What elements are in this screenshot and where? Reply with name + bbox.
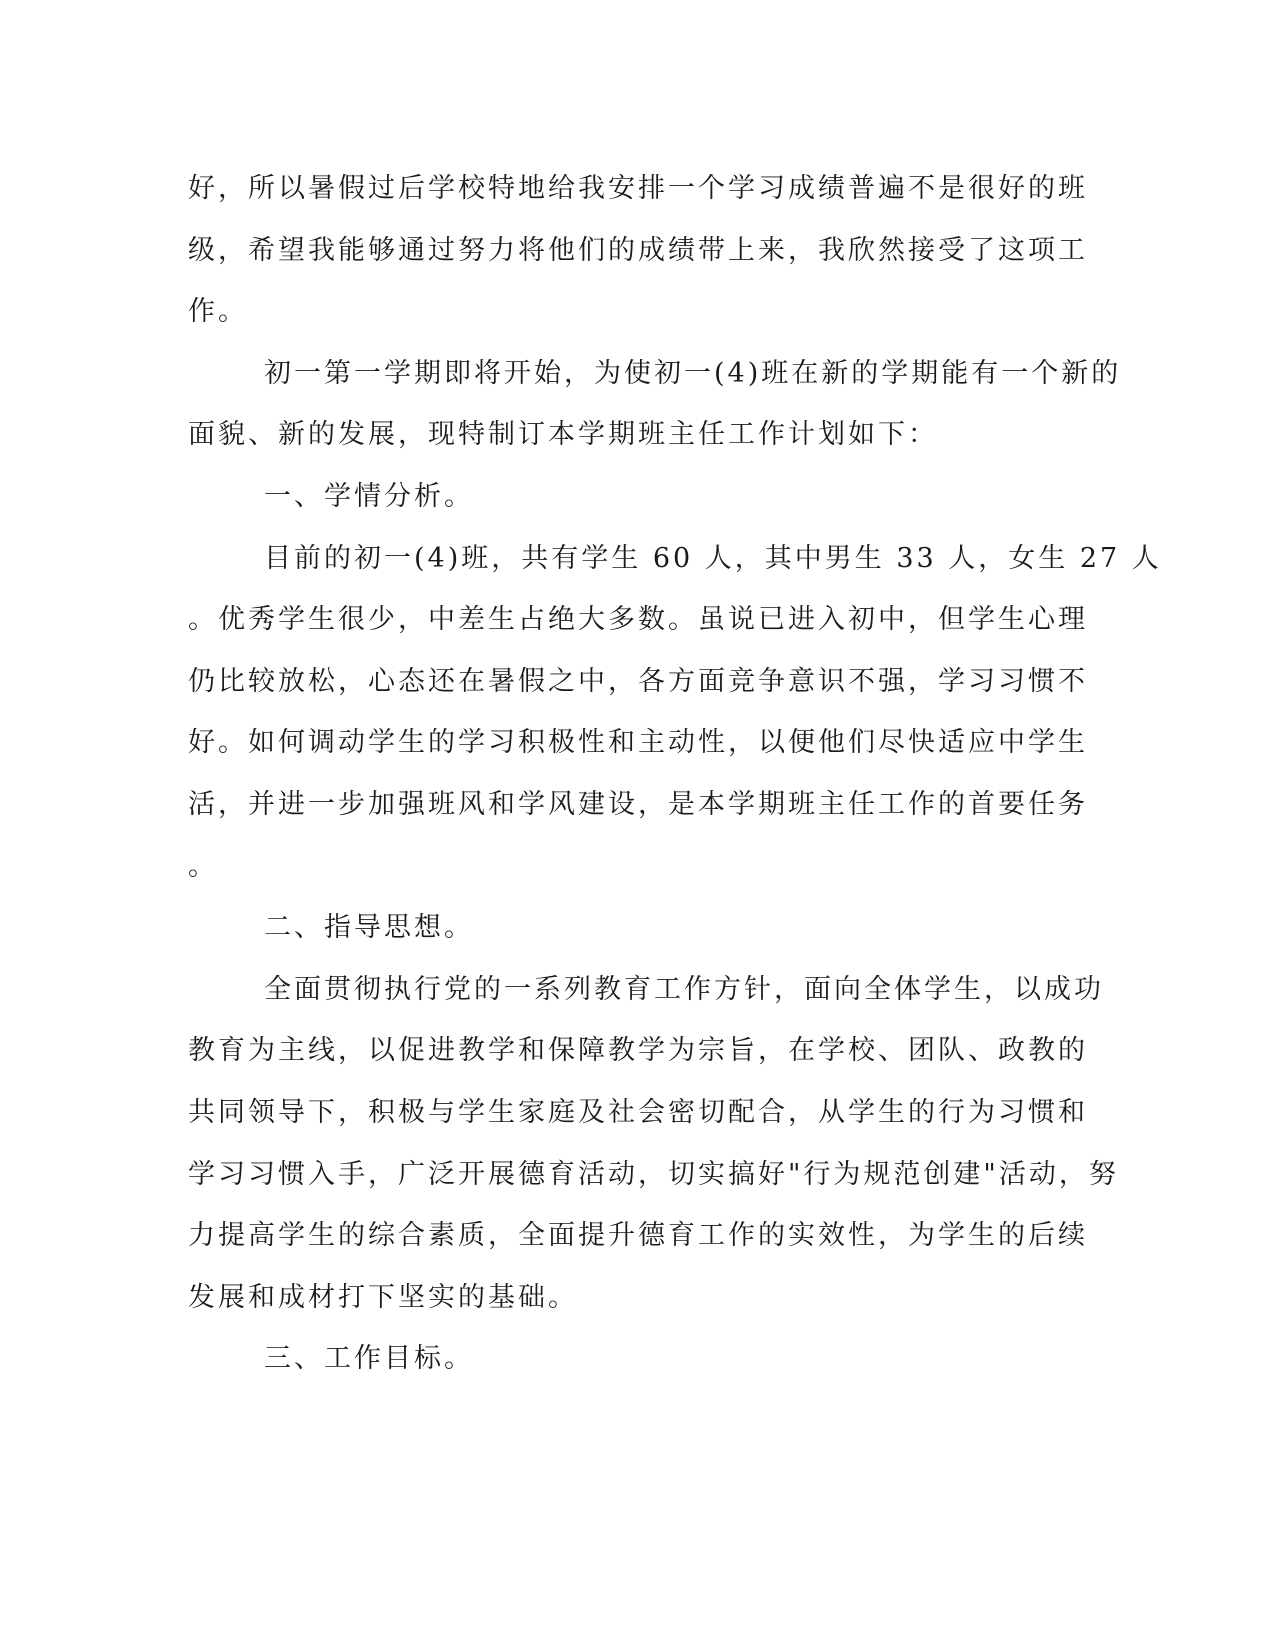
text-line-5: 面貌、新的发展，现特制订本学期班主任工作计划如下： <box>188 419 938 451</box>
text-line-14: 全面贯彻执行党的一系列教育工作方针，面向全体学生，以成功 <box>264 973 1104 1005</box>
document-body <box>188 158 1162 1390</box>
text-line-10: 好。如何调动学生的学习积极性和主动性，以便他们尽快适应中学生 <box>188 727 1088 759</box>
text-line-11: 活，并进一步加强班风和学风建设，是本学期班主任工作的首要任务 <box>188 788 1088 820</box>
text-line-8: 。优秀学生很少，中差生占绝大多数。虽说已进入初中，但学生心理 <box>188 604 1088 636</box>
text-line-19: 发展和成材打下坚实的基础。 <box>188 1281 578 1313</box>
text-line-7: 目前的初一(4)班，共有学生 60 人，其中男生 33 人，女生 27 人 <box>264 542 1162 574</box>
text-line-3: 作。 <box>188 296 248 328</box>
text-line-15: 教育为主线，以促进教学和保障教学为宗旨，在学校、团队、政教的 <box>188 1035 1088 1067</box>
text-line-17: 学习习惯入手，广泛开展德育活动，切实搞好"行为规范创建"活动，努 <box>188 1158 1119 1190</box>
text-line-1: 好，所以暑假过后学校特地给我安排一个学习成绩普遍不是很好的班 <box>188 173 1088 204</box>
text-line-2: 级，希望我能够通过努力将他们的成绩带上来，我欣然接受了这项工 <box>188 234 1088 266</box>
text-line-16: 共同领导下，积极与学生家庭及社会密切配合，从学生的行为习惯和 <box>188 1096 1088 1128</box>
text-line-12: 。 <box>188 850 218 882</box>
section-heading-3: 三、工作目标。 <box>264 1343 474 1375</box>
section-heading-2: 二、指导思想。 <box>264 912 474 944</box>
text-line-4: 初一第一学期即将开始，为使初一(4)班在新的学期能有一个新的 <box>264 357 1122 389</box>
text-line-18: 力提高学生的综合素质，全面提升德育工作的实效性，为学生的后续 <box>188 1220 1088 1252</box>
text-line-9: 仍比较放松，心态还在暑假之中，各方面竞争意识不强，学习习惯不 <box>188 665 1088 697</box>
section-heading-1: 一、学情分析。 <box>264 480 474 512</box>
